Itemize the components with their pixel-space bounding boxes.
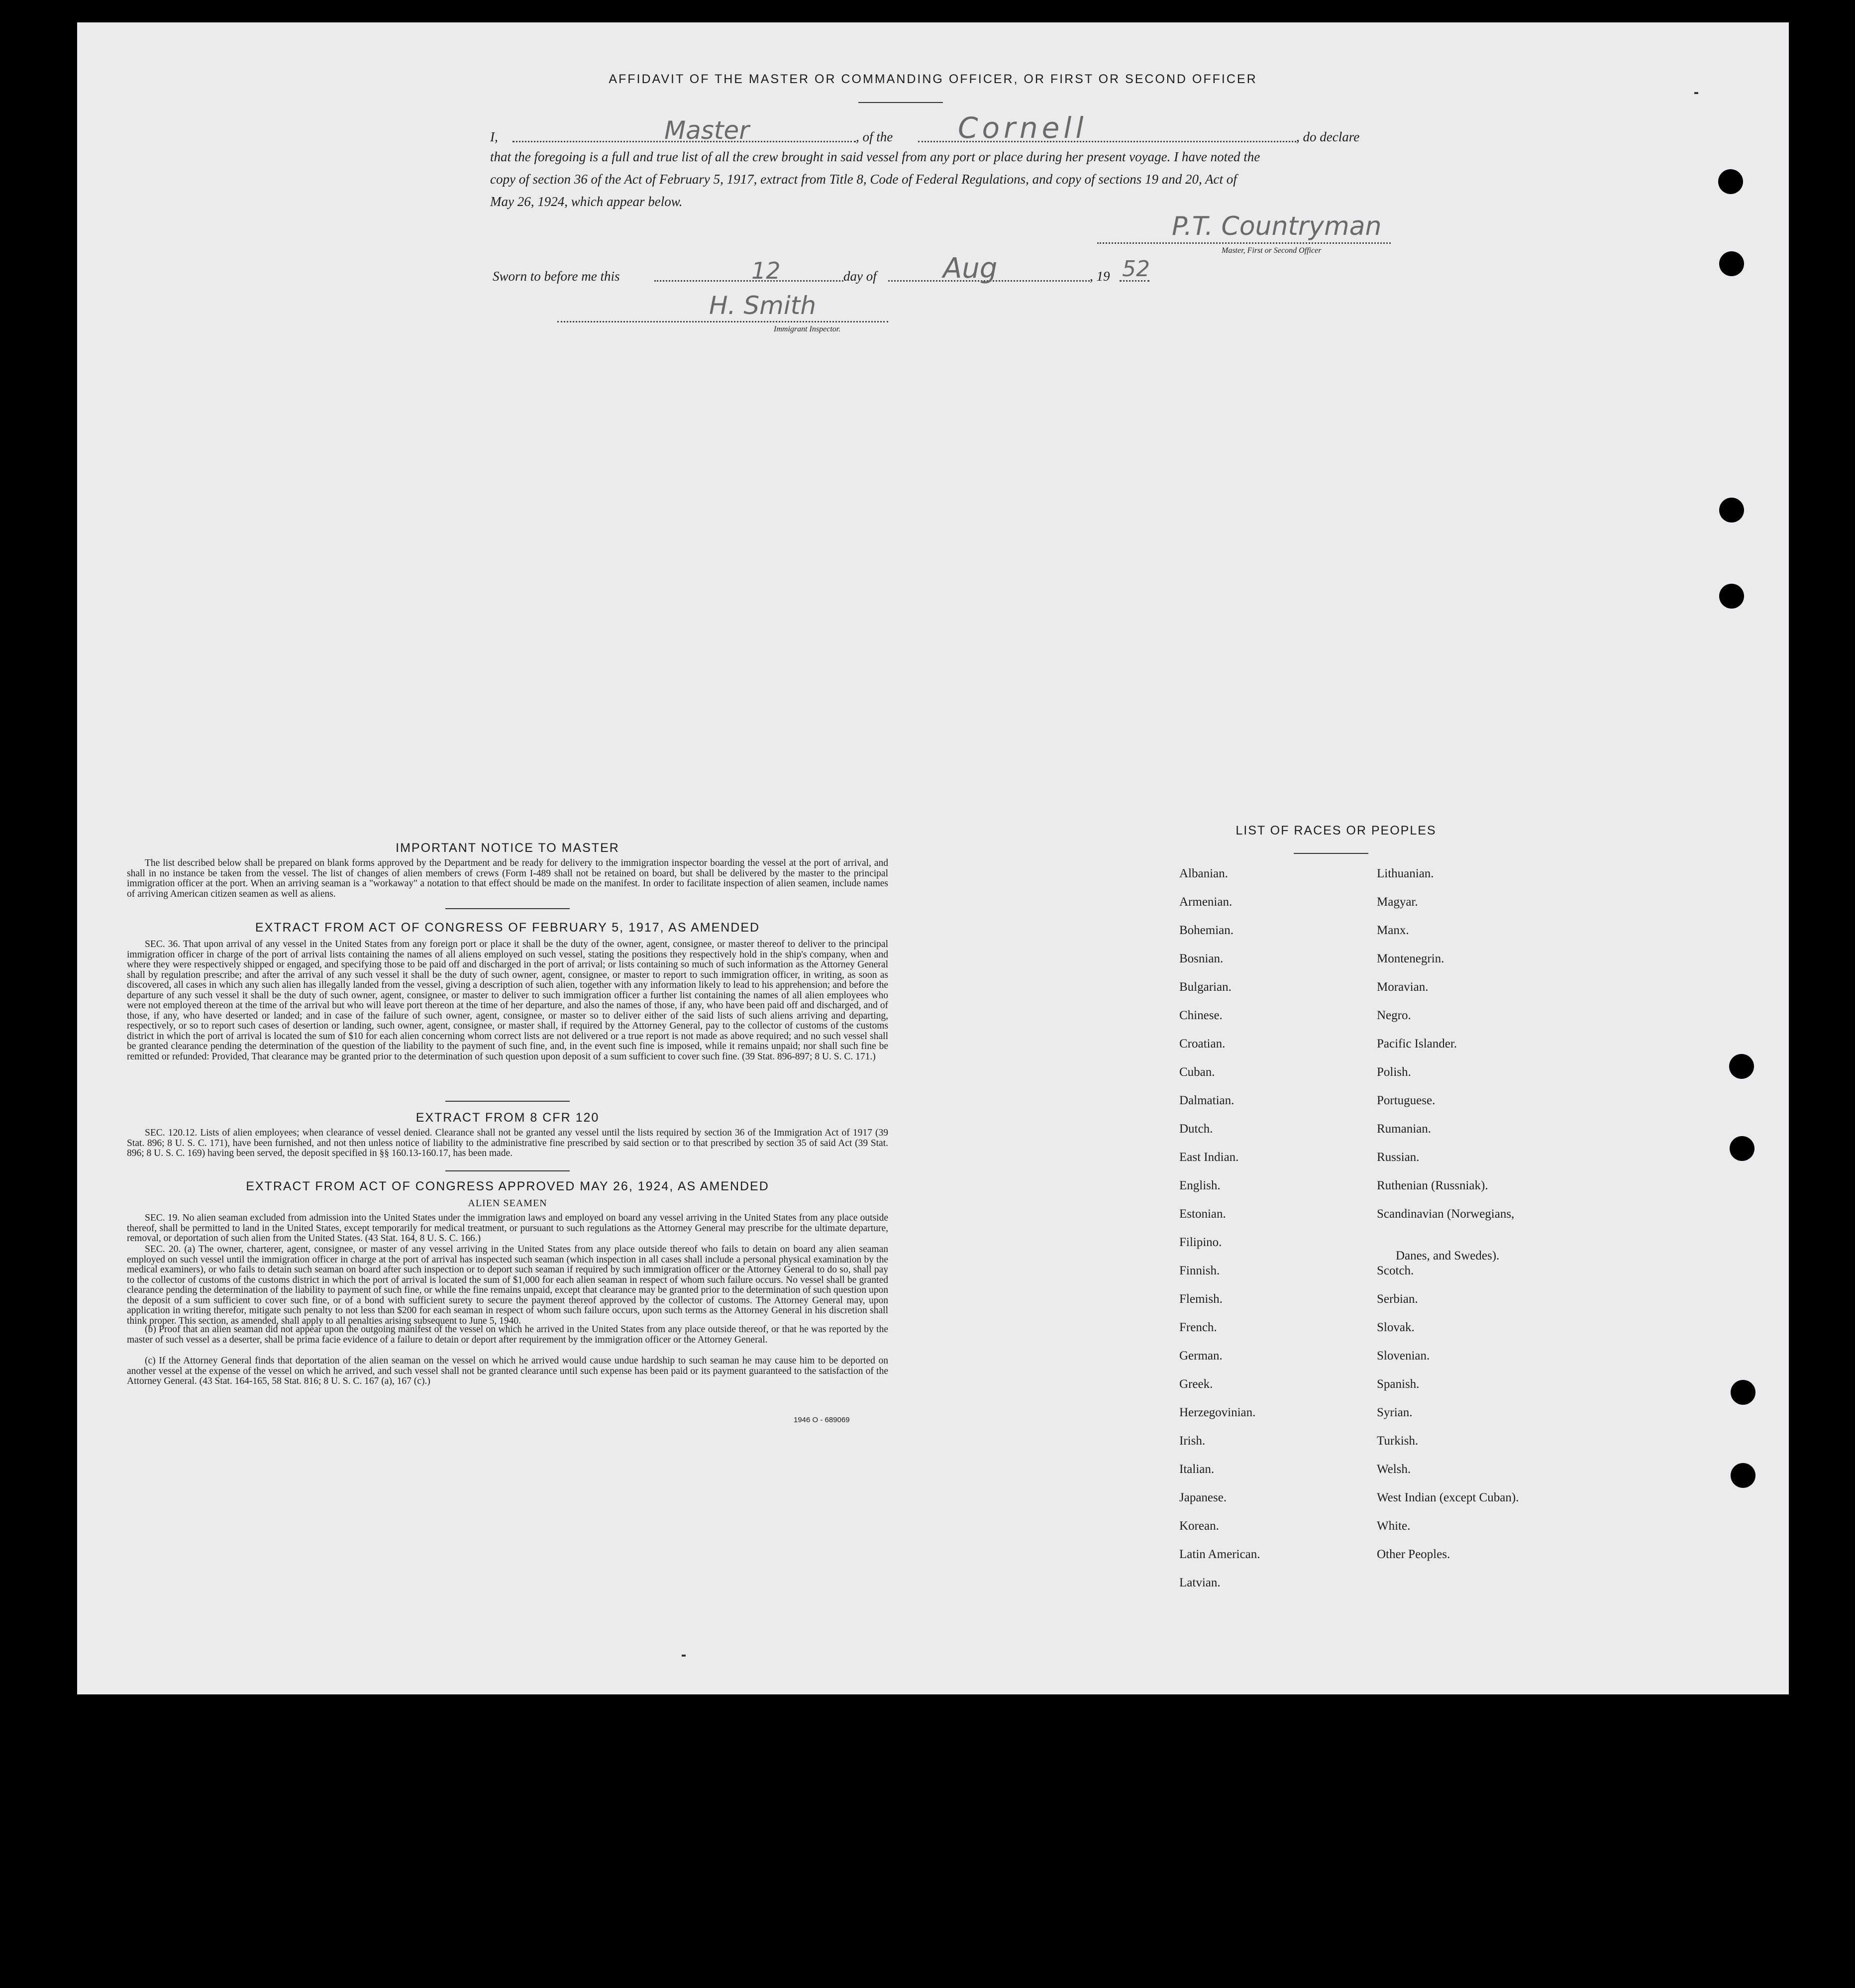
master-signature: P.T. Countryman: [1172, 211, 1382, 241]
race-item-left: Irish.: [1179, 1434, 1206, 1448]
sec-20c-text: (c) If the Attorney General finds that deportation of the alien seaman on the vessel on which he arrived would cause undue hardship to such seaman he may cause him to be deported on another vessel at the expense of the vessel on which he arrived, and such vessel shall not be granted clearance until such expense has been paid or its payment guaranteed to the satisfaction of the Attorney General. (43 Stat. 164-165, 58 Stat. 816; 8 U. S. C. 167 (a), 167 (c).): [127, 1356, 888, 1386]
name-handwritten: Master: [664, 116, 749, 145]
extract-cfr-body: SEC. 120.12. Lists of alien employees; when clearance of vessel denied. Clearance shall not be granted any vessel until the lists required by section 36 of the Immigration Act of 1917 (39 Stat. 896; 8 U. S. C. 171), have been furnished, and not then unless notice of liability to the administrative fine prescribed by said section or to that prescribed by section 35 of said Act (39 Stat. 896; 8 U. S. C. 169) having been served, the deposit specified in §§ 160.13-160.17, has been made.: [127, 1128, 888, 1158]
race-item-right: Danes, and Swedes).: [1396, 1249, 1500, 1262]
race-item-right: Polish.: [1377, 1065, 1411, 1079]
race-item-left: Cuban.: [1179, 1065, 1215, 1079]
day-of-label: day of: [843, 269, 877, 284]
race-item-right: Slovak.: [1377, 1321, 1415, 1334]
race-item-left: Dalmatian.: [1179, 1094, 1235, 1107]
year-prefix: , 19: [1090, 269, 1110, 284]
binder-hole: [1719, 584, 1744, 609]
extract-1917-rule: [445, 1101, 570, 1102]
race-item-right: Welsh.: [1377, 1463, 1411, 1476]
race-item-left: Bosnian.: [1179, 952, 1224, 965]
race-item-left: Albanian.: [1179, 867, 1228, 880]
vessel-handwritten: Cornell: [958, 111, 1088, 145]
race-item-left: East Indian.: [1179, 1151, 1239, 1164]
race-item-right: Ruthenian (Russniak).: [1377, 1179, 1488, 1192]
binder-hole: [1730, 1136, 1754, 1161]
race-item-right: Pacific Islander.: [1377, 1037, 1457, 1050]
race-item-left: Dutch.: [1179, 1122, 1213, 1136]
race-item-left: Bulgarian.: [1179, 980, 1232, 994]
sec-20a-text: SEC. 20. (a) The owner, charterer, agent, consignee, or master of any vessel arriving in the United States from any place outside thereof who fails to detain on board any alien seaman employed on such vessel until the immigration officer in charge at the port of arrival has inspected such seaman (which inspection in all cases shall include a personal physical examination by the medical examiners), or who fails to detain such seaman on board after such inspection or to deport such seaman if required by such immigration officer or the Attorney General to do so, shall pay to the collector of customs of the customs district in which the port of arrival is located the sum of $1,000 for each alien seaman in respect of whom such failure occurs. No vessel shall be granted clearance pending the determination of the liability to payment of such fine, or while the fine remains unpaid, except that clearance may be granted prior to the determination of such question upon the deposit of a sum sufficient to cover such fine, or of a bond with sufficient surety to secure the payment thereof approved by the collector of customs. The Attorney General may, upon application in writing therefor, mitigate such penalty to not less than $200 for each seaman in respect of whom such failure occurs, upon such terms as the Attorney General in his discretion shall think proper. This section, as amended, shall apply to all penalties arising subsequent to June 5, 1940.: [127, 1244, 888, 1326]
race-item-right: Spanish.: [1377, 1377, 1420, 1391]
race-item-left: Finnish.: [1179, 1264, 1220, 1277]
notice-rule: [445, 908, 570, 909]
sec-19-text: SEC. 19. No alien seaman excluded from admission into the United States under the immigration laws and employed on board any vessel arriving in the United States from any place outside thereof, shall be permitted to land in the United States, except temporarily for medical treatment, or pursuant to such regulations as the Attorney General may prescribe for the ultimate departure, removal, or deportation of such alien from the United States. (43 Stat. 164, 8 U. S. C. 166.): [127, 1213, 888, 1244]
extract-cfr-heading: EXTRACT FROM 8 CFR 120: [415, 1111, 600, 1125]
race-item-left: French.: [1179, 1321, 1217, 1334]
affidavit-line-2: copy of section 36 of the Act of February 5, 1917, extract from Title 8, Code of Federal Regulations, and copy of sections 19 and 20, Act of: [490, 172, 1237, 187]
sec-20b-text: (b) Proof that an alien seaman did not appear upon the outgoing manifest of the vessel on which he arrived in the United States from any place outside thereof, or that he was reported by the master of such vessel as a deserter, shall be prima facie evidence of a failure to detain or deport after requirement by the immigration officer or the Attorney General.: [127, 1324, 888, 1345]
month-handwritten: Aug: [943, 252, 998, 285]
race-item-right: Turkish.: [1377, 1434, 1419, 1448]
notice-heading: IMPORTANT NOTICE TO MASTER: [396, 841, 619, 855]
signature-caption: Master, First or Second Officer: [1222, 246, 1322, 255]
signature-line: [1097, 242, 1391, 244]
race-item-left: Italian.: [1179, 1463, 1215, 1476]
race-item-right: Serbian.: [1377, 1292, 1418, 1306]
affidavit-line-3: May 26, 1924, which appear below.: [490, 194, 683, 209]
binder-hole: [1731, 1380, 1755, 1405]
extract-1917-body: SEC. 36. That upon arrival of any vessel in the United States from any foreign port or place it shall be the duty of the owner, agent, consignee, or master thereof to deliver to the principal immigration officer in charge of the port of arrival lists containing the names of all aliens employed on such vessel, stating the positions they respectively hold in the ship's company, when and where they were respectively shipped or engaged, and specifying those to be paid off and discharged in the port of arrival; or lists containing so much of such information as the Attorney General shall by regulation prescribe; and after the arrival of any such vessel it shall be the duty of such owner, agent, consignee, or master to report to such immigration officer, in writing, as soon as discovered, all cases in which any such alien has illegally landed from the vessel, giving a description of such alien, together with any information likely to lead to his apprehension; and before the departure of any such vessel it shall be the duty of such owner, agent, consignee, or master to deliver to such immigration officer a further list containing the names of all alien employees who were not employed thereon at the time of the arrival but who will leave port thereon at the time of her departure, and also the names of those, if any, who have been paid off and discharged, and of those, if any, who have deserted or landed; and in case of the failure of such owner, agent, consignee, or master so to deliver either of the said lists of such aliens arriving and departing, respectively, or so to report such cases of desertion or landing, such owner, agent, consignee, or master shall, if required by the Attorney General, pay to the collector of customs of the customs district in which the port of arrival is located the sum of $10 for each alien concerning whom correct lists are not delivered or a true report is not made as above required; and no such vessel shall be granted clearance pending the determination of the question of the liability to the payment of such fine, and, in the event such fine is imposed, while it remains unpaid; nor shall such fine be remitted or refunded: Provided, That clearance may be granted prior to the determination of such question upon deposit of a sum sufficient to cover such fine. (39 Stat. 896-897; 8 U. S. C. 171.): [127, 939, 888, 1062]
affidavit-title: AFFIDAVIT OF THE MASTER OR COMMANDING OFFICER, OR FIRST OR SECOND OFFICER: [609, 72, 1257, 86]
race-item-left: Japanese.: [1179, 1491, 1227, 1504]
day-line: [654, 280, 843, 282]
race-item-right: Moravian.: [1377, 980, 1429, 994]
race-item-right: Slovenian.: [1377, 1349, 1430, 1362]
race-item-left: Croatian.: [1179, 1037, 1226, 1050]
race-item-left: Flemish.: [1179, 1292, 1223, 1306]
race-item-right: White.: [1377, 1519, 1411, 1533]
race-item-right: Magyar.: [1377, 895, 1418, 909]
i-label: I,: [490, 129, 498, 144]
race-item-right: Scotch.: [1377, 1264, 1414, 1277]
binder-hole: [1731, 1463, 1755, 1488]
race-item-left: Armenian.: [1179, 895, 1233, 909]
do-declare-label: , do declare: [1296, 129, 1360, 144]
race-item-left: Estonian.: [1179, 1207, 1226, 1221]
race-item-left: English.: [1179, 1179, 1221, 1192]
race-item-left: Chinese.: [1179, 1009, 1223, 1022]
races-rule: [1294, 853, 1368, 854]
binder-hole: [1718, 169, 1743, 194]
race-item-right: Other Peoples.: [1377, 1548, 1450, 1561]
affidavit-line-1: that the foregoing is a full and true list of all the crew brought in said vessel from any port or place during her present voyage. I have noted the: [490, 149, 1260, 164]
race-item-left: Bohemian.: [1179, 924, 1234, 937]
form-page: [77, 22, 1789, 1694]
extract-1924-heading: EXTRACT FROM ACT OF CONGRESS APPROVED MAY 26, 1924, AS AMENDED: [246, 1179, 769, 1193]
of-the-label: , of the: [856, 129, 893, 144]
title-rule: [858, 102, 943, 103]
race-item-left: Filipino.: [1179, 1236, 1222, 1249]
race-item-right: Portuguese.: [1377, 1094, 1436, 1107]
print-code: 1946 O - 689069: [794, 1416, 850, 1424]
race-item-left: Greek.: [1179, 1377, 1213, 1391]
race-item-right: West Indian (except Cuban).: [1377, 1491, 1519, 1504]
race-item-left: Latvian.: [1179, 1576, 1221, 1589]
extract-1917-heading: EXTRACT FROM ACT OF CONGRESS OF FEBRUARY 5, 1917, AS AMENDED: [255, 921, 760, 935]
race-item-left: Latin American.: [1179, 1548, 1260, 1561]
race-item-left: German.: [1179, 1349, 1223, 1362]
extract-cfr-rule: [445, 1170, 570, 1171]
sworn-label: Sworn to before me this: [493, 269, 620, 284]
race-item-left: Korean.: [1179, 1519, 1219, 1533]
race-item-right: Negro.: [1377, 1009, 1411, 1022]
year-handwritten: 52: [1122, 256, 1150, 282]
race-item-right: Rumanian.: [1377, 1122, 1432, 1136]
speck: [1694, 92, 1698, 94]
speck: [682, 1655, 686, 1657]
race-item-right: Montenegrin.: [1377, 952, 1444, 965]
race-item-right: Lithuanian.: [1377, 867, 1434, 880]
race-item-right: Syrian.: [1377, 1406, 1413, 1419]
binder-hole: [1719, 251, 1744, 276]
inspector-caption: Immigrant Inspector.: [774, 325, 841, 333]
race-item-right: Scandinavian (Norwegians,: [1377, 1207, 1515, 1221]
notice-body: The list described below shall be prepared on blank forms approved by the Department and be ready for delivery to the immigration inspector boarding the vessel at the port of arrival, and shall in no instance be taken from the vessel. The list of changes of alien members of crews (Form I-489 shall not be retained on board, but shall be delivered by the master to the principal immigration officer at the port. When an arriving seaman is a "workaway" a notation to that effect should be made on the manifest. In order to facilitate inspection of alien seamen, include names of arriving American citizen seamen as well as aliens.: [127, 858, 888, 899]
binder-hole: [1719, 498, 1744, 523]
race-item-left: Herzegovinian.: [1179, 1406, 1256, 1419]
race-item-right: Russian.: [1377, 1151, 1420, 1164]
races-heading: LIST OF RACES OR PEOPLES: [1236, 824, 1437, 837]
binder-hole: [1729, 1054, 1754, 1079]
race-item-right: Manx.: [1377, 924, 1409, 937]
inspector-line: [557, 321, 888, 322]
extract-1924-subheading: ALIEN SEAMEN: [468, 1198, 547, 1209]
inspector-signature: H. Smith: [709, 291, 817, 320]
day-handwritten: 12: [751, 257, 781, 284]
